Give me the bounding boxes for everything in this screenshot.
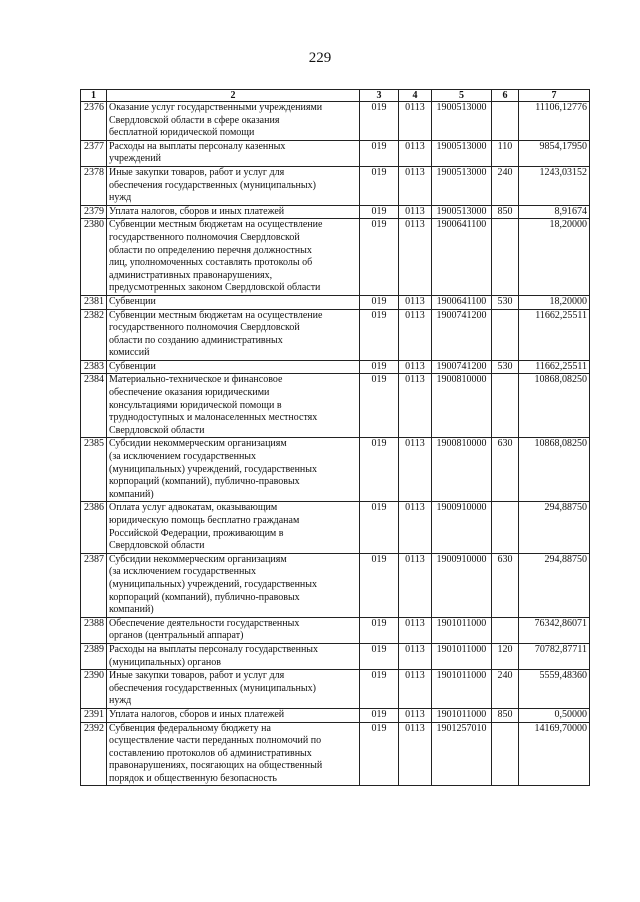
item-name-cell xyxy=(107,708,360,722)
ministry-code-cell: 019 xyxy=(360,102,399,141)
amount-cell: 8,91674 xyxy=(519,205,590,219)
item-name-cell xyxy=(107,722,360,786)
item-name-line: органов (центральный аппарат) xyxy=(109,630,244,642)
section-code-cell: 0113 xyxy=(399,360,432,374)
budget-table xyxy=(80,89,590,786)
row-number-cell: 2384 xyxy=(81,374,107,438)
section-code-cell: 0113 xyxy=(399,219,432,296)
item-name-line: компаний) xyxy=(109,488,154,500)
item-name-line: обеспечения государственных (муниципальных) xyxy=(109,179,316,191)
target-article-cell: 1901011000 xyxy=(432,670,492,709)
item-name-cell xyxy=(107,643,360,669)
item-name-cell xyxy=(107,617,360,643)
table-row xyxy=(81,722,590,786)
row-number-cell: 2390 xyxy=(81,670,107,709)
expense-type-cell: 850 xyxy=(492,205,519,219)
target-article-cell: 1900513000 xyxy=(432,166,492,205)
item-name-line: Расходы на выплаты персоналу казенных xyxy=(109,140,286,152)
item-name-line: консультациями юридической помощи в xyxy=(109,399,282,411)
ministry-code-cell: 019 xyxy=(360,205,399,219)
expense-type-cell xyxy=(492,502,519,553)
amount-cell: 76342,86071 xyxy=(519,617,590,643)
target-article-cell: 1901011000 xyxy=(432,617,492,643)
table-row xyxy=(81,166,590,205)
item-name-line: Иные закупки товаров, работ и услуг для xyxy=(109,670,285,682)
item-name-line: Свердловской области в сфере оказания xyxy=(109,114,280,126)
ministry-code-cell: 019 xyxy=(360,553,399,617)
table-row xyxy=(81,438,590,502)
expense-type-cell: 630 xyxy=(492,438,519,502)
item-name-cell xyxy=(107,374,360,438)
table-row xyxy=(81,102,590,141)
table-row xyxy=(81,140,590,166)
expense-type-cell: 110 xyxy=(492,140,519,166)
column-header: 1 xyxy=(81,90,107,102)
expense-type-cell xyxy=(492,102,519,141)
row-number-cell: 2382 xyxy=(81,309,107,360)
item-name-line: комиссий xyxy=(109,347,150,359)
expense-type-cell: 530 xyxy=(492,295,519,309)
table-row xyxy=(81,553,590,617)
item-name-cell xyxy=(107,140,360,166)
item-name-cell xyxy=(107,670,360,709)
row-number-cell: 2378 xyxy=(81,166,107,205)
section-code-cell: 0113 xyxy=(399,438,432,502)
expense-type-cell: 530 xyxy=(492,360,519,374)
item-name-line: предусмотренных законом Свердловской области xyxy=(109,282,321,294)
item-name-line: Расходы на выплаты персоналу государственных xyxy=(109,643,319,655)
target-article-cell: 1901257010 xyxy=(432,722,492,786)
row-number-cell: 2387 xyxy=(81,553,107,617)
ministry-code-cell: 019 xyxy=(360,140,399,166)
expense-type-cell xyxy=(492,722,519,786)
header-row xyxy=(81,90,590,102)
table-row xyxy=(81,670,590,709)
target-article-cell: 1900641100 xyxy=(432,295,492,309)
item-name-line: Российской Федерации, проживающим в xyxy=(109,527,284,539)
column-header: 3 xyxy=(360,90,399,102)
ministry-code-cell: 019 xyxy=(360,722,399,786)
table-row xyxy=(81,374,590,438)
table-body xyxy=(81,102,590,786)
table-row xyxy=(81,617,590,643)
amount-cell: 18,20000 xyxy=(519,219,590,296)
item-name-line: корпораций (компаний), публично-правовых xyxy=(109,591,300,603)
ministry-code-cell: 019 xyxy=(360,617,399,643)
item-name-line: Оплата услуг адвокатам, оказывающим xyxy=(109,502,278,514)
item-name-line: Субвенции местным бюджетам на осуществление xyxy=(109,219,323,231)
table-row xyxy=(81,219,590,296)
expense-type-cell: 240 xyxy=(492,166,519,205)
amount-cell: 1243,03152 xyxy=(519,166,590,205)
table-row xyxy=(81,360,590,374)
ministry-code-cell: 019 xyxy=(360,360,399,374)
section-code-cell: 0113 xyxy=(399,205,432,219)
section-code-cell: 0113 xyxy=(399,166,432,205)
expense-type-cell xyxy=(492,219,519,296)
ministry-code-cell: 019 xyxy=(360,708,399,722)
ministry-code-cell: 019 xyxy=(360,295,399,309)
column-header: 2 xyxy=(107,90,360,102)
item-name-line: учреждений xyxy=(109,153,161,165)
column-header: 6 xyxy=(492,90,519,102)
row-number-cell: 2385 xyxy=(81,438,107,502)
item-name-line: Оказание услуг государственными учреждениями xyxy=(109,102,323,113)
amount-cell: 9854,17950 xyxy=(519,140,590,166)
expense-type-cell: 850 xyxy=(492,708,519,722)
item-name-line: государственного полномочия Свердловской xyxy=(109,231,300,243)
item-name-cell xyxy=(107,309,360,360)
amount-cell: 11662,25511 xyxy=(519,360,590,374)
section-code-cell: 0113 xyxy=(399,643,432,669)
item-name-line: порядок и общественную безопасность xyxy=(109,772,277,784)
item-name-line: Субвенция федеральному бюджету на xyxy=(109,722,271,734)
amount-cell: 18,20000 xyxy=(519,295,590,309)
ministry-code-cell: 019 xyxy=(360,309,399,360)
item-name-line: Свердловской области xyxy=(109,540,205,552)
item-name-line: правонарушениях, посягающих на общественный xyxy=(109,760,323,772)
row-number-cell: 2389 xyxy=(81,643,107,669)
page-number: 229 xyxy=(308,50,332,66)
row-number-cell: 2381 xyxy=(81,295,107,309)
section-code-cell: 0113 xyxy=(399,722,432,786)
expense-type-cell xyxy=(492,617,519,643)
item-name-line: компаний) xyxy=(109,604,154,616)
amount-cell: 294,88750 xyxy=(519,502,590,553)
amount-cell: 11662,25511 xyxy=(519,309,590,360)
column-header: 7 xyxy=(519,90,590,102)
amount-cell: 11106,12776 xyxy=(519,102,590,141)
target-article-cell: 1900513000 xyxy=(432,102,492,141)
amount-cell: 14169,70000 xyxy=(519,722,590,786)
row-number-cell: 2388 xyxy=(81,617,107,643)
section-code-cell: 0113 xyxy=(399,502,432,553)
section-code-cell: 0113 xyxy=(399,102,432,141)
section-code-cell: 0113 xyxy=(399,617,432,643)
item-name-line: Субвенции xyxy=(109,360,156,372)
target-article-cell: 1901011000 xyxy=(432,643,492,669)
target-article-cell: 1900513000 xyxy=(432,140,492,166)
row-number-cell: 2386 xyxy=(81,502,107,553)
item-name-line: (за исключением государственных xyxy=(109,566,257,578)
target-article-cell: 1900741200 xyxy=(432,309,492,360)
target-article-cell: 1900810000 xyxy=(432,374,492,438)
item-name-line: Уплата налогов, сборов и иных платежей xyxy=(109,708,285,720)
item-name-cell xyxy=(107,502,360,553)
item-name-line: Субсидии некоммерческим организациям xyxy=(109,553,287,565)
item-name-cell xyxy=(107,166,360,205)
target-article-cell: 1901011000 xyxy=(432,708,492,722)
item-name-cell xyxy=(107,295,360,309)
expense-type-cell: 630 xyxy=(492,553,519,617)
item-name-line: области по созданию административных xyxy=(109,334,283,346)
ministry-code-cell: 019 xyxy=(360,166,399,205)
item-name-line: Субвенции xyxy=(109,295,156,307)
item-name-line: (муниципальных) учреждений, государственных xyxy=(109,578,317,590)
section-code-cell: 0113 xyxy=(399,309,432,360)
item-name-line: (муниципальных) учреждений, государственных xyxy=(109,463,317,475)
item-name-line: (муниципальных) органов xyxy=(109,656,222,668)
table-row xyxy=(81,205,590,219)
section-code-cell: 0113 xyxy=(399,374,432,438)
table-row xyxy=(81,502,590,553)
item-name-line: Материально-техническое и финансовое xyxy=(109,374,283,386)
item-name-line: юридическую помощь бесплатно гражданам xyxy=(109,515,300,526)
amount-cell: 10868,08250 xyxy=(519,374,590,438)
item-name-line: Иные закупки товаров, работ и услуг для xyxy=(109,166,285,178)
target-article-cell: 1900513000 xyxy=(432,205,492,219)
item-name-cell xyxy=(107,102,360,141)
expense-type-cell: 240 xyxy=(492,670,519,709)
expense-type-cell xyxy=(492,309,519,360)
item-name-line: Субвенции местным бюджетам на осуществление xyxy=(109,309,323,321)
amount-cell: 294,88750 xyxy=(519,553,590,617)
expense-type-cell xyxy=(492,374,519,438)
amount-cell: 5559,48360 xyxy=(519,670,590,709)
item-name-line: Обеспечение деятельности государственных xyxy=(109,617,300,629)
table-row xyxy=(81,643,590,669)
ministry-code-cell: 019 xyxy=(360,670,399,709)
table-row xyxy=(81,708,590,722)
row-number-cell: 2380 xyxy=(81,219,107,296)
item-name-cell xyxy=(107,438,360,502)
amount-cell: 70782,87711 xyxy=(519,643,590,669)
item-name-cell xyxy=(107,360,360,374)
row-number-cell: 2379 xyxy=(81,205,107,219)
item-name-line: нужд xyxy=(109,695,132,707)
row-number-cell: 2376 xyxy=(81,102,107,141)
row-number-cell: 2383 xyxy=(81,360,107,374)
item-name-line: корпораций (компаний), публично-правовых xyxy=(109,476,300,488)
target-article-cell: 1900741200 xyxy=(432,360,492,374)
ministry-code-cell: 019 xyxy=(360,374,399,438)
item-name-line: Субсидии некоммерческим организациям xyxy=(109,438,287,450)
item-name-line: труднодоступных и малонаселенных местностях xyxy=(109,412,318,424)
section-code-cell: 0113 xyxy=(399,295,432,309)
item-name-line: Свердловской области xyxy=(109,424,205,436)
amount-cell: 0,50000 xyxy=(519,708,590,722)
item-name-cell xyxy=(107,205,360,219)
row-number-cell: 2377 xyxy=(81,140,107,166)
item-name-line: лиц, уполномоченных составлять протоколы об xyxy=(109,257,313,269)
target-article-cell: 1900641100 xyxy=(432,219,492,296)
target-article-cell: 1900910000 xyxy=(432,502,492,553)
item-name-line: обеспечение оказания юридическими xyxy=(109,387,270,399)
item-name-line: обеспечения государственных (муниципальных) xyxy=(109,682,316,694)
ministry-code-cell: 019 xyxy=(360,643,399,669)
ministry-code-cell: 019 xyxy=(360,438,399,502)
item-name-line: (за исключением государственных xyxy=(109,451,257,463)
amount-cell: 10868,08250 xyxy=(519,438,590,502)
target-article-cell: 1900910000 xyxy=(432,553,492,617)
item-name-line: Уплата налогов, сборов и иных платежей xyxy=(109,205,285,217)
item-name-line: области по определению перечня должностных xyxy=(109,244,312,256)
row-number-cell: 2391 xyxy=(81,708,107,722)
expense-type-cell: 120 xyxy=(492,643,519,669)
item-name-line: государственного полномочия Свердловской xyxy=(109,322,300,334)
target-article-cell: 1900810000 xyxy=(432,438,492,502)
ministry-code-cell: 019 xyxy=(360,219,399,296)
item-name-cell xyxy=(107,553,360,617)
item-name-line: бесплатной юридической помощи xyxy=(109,127,255,139)
column-header: 4 xyxy=(399,90,432,102)
item-name-line: административных правонарушениях, xyxy=(109,269,273,281)
column-header: 5 xyxy=(432,90,492,102)
item-name-cell xyxy=(107,219,360,296)
table-row xyxy=(81,309,590,360)
table-row xyxy=(81,295,590,309)
section-code-cell: 0113 xyxy=(399,708,432,722)
item-name-line: осуществление части переданных полномочий по xyxy=(109,735,322,747)
item-name-line: составлению протоколов об административных xyxy=(109,747,312,759)
section-code-cell: 0113 xyxy=(399,140,432,166)
section-code-cell: 0113 xyxy=(399,553,432,617)
section-code-cell: 0113 xyxy=(399,670,432,709)
row-number-cell: 2392 xyxy=(81,722,107,786)
ministry-code-cell: 019 xyxy=(360,502,399,553)
item-name-line: нужд xyxy=(109,192,132,204)
